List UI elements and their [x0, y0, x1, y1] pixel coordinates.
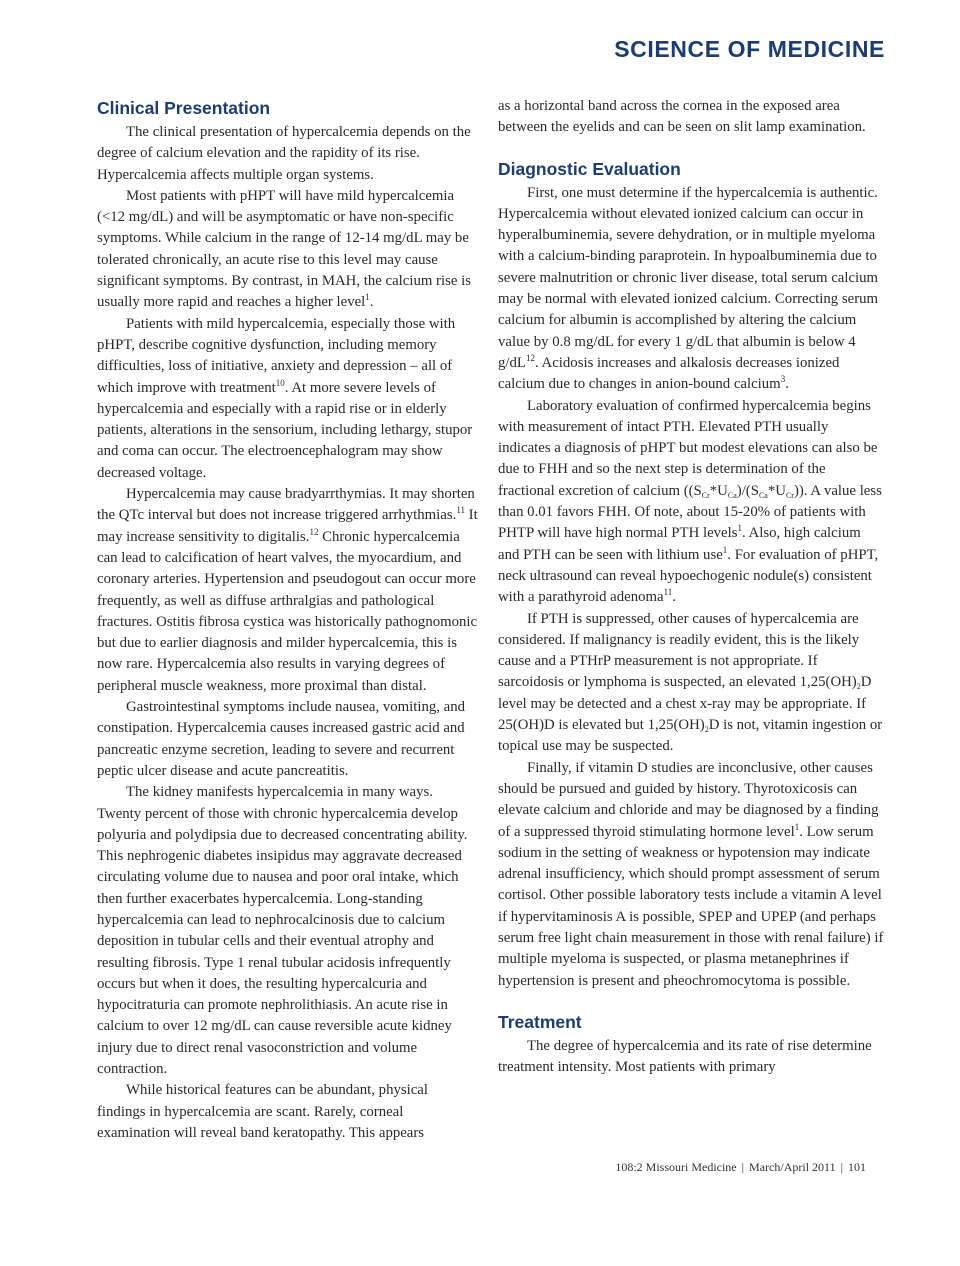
left-column	[97, 96, 480, 1144]
paragraph: If PTH is suppressed, other causes of hypercalcemia are considered. If malignancy is readily evident, this is the likely cause and a PTHrP measurement is not appropriate. If sarcoidosis or lymphoma is suspected, an elevated $1,25(OH)_2D$ level may be detected and a chest x-ray may be appropriate. If 25(OH)D is elevated but $1,25(OH)_2D$ is not, vitamin ingestion or topical use may be suspected.	[498, 610, 883, 755]
treatment-heading: Treatment	[498, 1011, 582, 1032]
citation: 12	[525, 352, 535, 363]
paragraph: Laboratory evaluation of confirmed hypercalcemia begins with measurement of intact PTH. Elevated PTH usually indicates a diagnosis of pHPT but modest elevations can also be due to FHH and so the next step is determination of the fractional excretion of calcium $((S_{Cr}*U_{Ca})/(S_{Ca}*U_{Cr}))$. A value less than 0.01 favors FHH. Of note, about 15-20% of patients with PHTP will have high normal PTH levels$^1$. Also, high calcium and PTH can be seen with lithium use$^1$. For evaluation of pHPT, neck ultrasound can reveal hypoechogenic nodule(s) consistent with a parathyroid adenoma$^{11}$.	[498, 397, 882, 606]
diagnostic-evaluation-heading: Diagnostic Evaluation	[498, 158, 681, 179]
citation: 11	[456, 505, 465, 516]
paragraph: Patients with mild hypercalcemia, especially those with pHPT, describe cognitive dysfunction, including memory difficulties, loss of initiative, anxiety and depression – all of which improve with treatment$^{10}$. At more severe levels of hypercalcemia and especially with a rapid rise or in elderly patients, alterations in the sensorium, including lethargy, stupor and coma can occur. The electroencephalogram may show decreased voltage.	[97, 315, 473, 481]
paragraph: The degree of hypercalcemia and its rate of rise determine treatment intensity. Most patients with primary	[498, 1037, 872, 1076]
citation: 1	[737, 523, 742, 534]
section-title: SCIENCE OF MEDICINE	[614, 36, 885, 62]
paragraph: The kidney manifests hypercalcemia in many ways. Twenty percent of those with chronic hypercalcemia develop polyuria and polydipsia due to decreased concentrating ability. This nephrogenic diabetes insipidus may aggravate decreased circulating volume due to nausea and poor oral intake, which then further exacerbates hypercalcemia. Long-standing hypercalcemia can lead to nephrocalcinosis due to calcium deposition in tubular cells and their eventual atrophy and resulting fibrosis. Type 1 renal tubular acidosis infrequently occurs but when it does, the resulting hypercalcuria and hypocitraturia can promote nephrolithiasis. An acute rise in calcium to over 12 mg/dL can cause reversible acute kidney injury due to direct renal vasoconstriction and volume contraction.	[97, 784, 468, 1078]
page-number: 101	[848, 1160, 866, 1174]
citation: 10	[275, 377, 285, 388]
citation: 1	[794, 821, 800, 832]
clinical-presentation-heading: Clinical Presentation	[97, 98, 271, 118]
citation: 12	[309, 526, 319, 537]
footer-divider: |	[840, 1160, 843, 1174]
journal-name: 108:2 Missouri Medicine	[615, 1160, 737, 1174]
paragraph: Hypercalcemia may cause bradyarrthymias. It may shorten the QTc interval but does not increase triggered arrhythmias.$^{11}$ It may increase sensitivity to digitalis.$^{12}$ Chronic hypercalcemia can lead to calcification of heart valves, the myocardium, and coronary arteries. Hypertension and pseudogout can occur more frequently, as well as diffuse arthralgias and pathological fractures. Ostitis fibrosa cystica was historically pathognomonic but due to earlier diagnosis and milder hypercalcemia, this is now rare. Hypercalcemia also results in varying degrees of peripheral muscle weakness, more proximal than distal.	[97, 486, 478, 694]
paragraph: First, one must determine if the hypercalcemia is authentic. Hypercalcemia without elevated ionized calcium can occur in hyperalbuminemia, severe dehydration, or in multiple myeloma with a calcium-binding paraprotein. In hypoalbuminemia due to severe malnutrition or chronic liver disease, total serum calcium may be normal with elevated ionized calcium. Correcting serum calcium for albumin is accomplished by altering the calcium value by 0.8 mg/dL for every 1 g/dL that albumin is below 4 $g/dL^{12}$. Acidosis increases and alkalosis decreases ionized calcium due to changes in anion-bound calcium$^3$.	[498, 184, 879, 393]
citation: 1	[365, 292, 370, 303]
paragraph: Most patients with pHPT will have mild hypercalcemia (<12 mg/dL) and will be asymptomatic or have non-specific symptoms. While calcium in the range of 12-14 mg/dL may be tolerated chronically, an acute rise to this level may cause significant symptoms. By contrast, in MAH, the calcium rise is usually more rapid and reaches a higher level$^1$.	[97, 187, 471, 311]
footer-divider: |	[741, 1160, 745, 1174]
paragraph: Finally, if vitamin D studies are inconclusive, other causes should be pursued and guided by history. Thyrotoxicosis can elevate calcium and chloride and may be diagnosed by a finding of a suppressed thyroid stimulating hormone level$^1$. Low serum sodium in the setting of weakness or hypotension may indicate adrenal insufficiency, which should prompt assessment of serum cortisol. Other possible laboratory tests include a vitamin A level if hypervitaminosis A is possible, SPEP and UPEP (and perhaps serum free light chain measurement in those with renal failure) if multiple myeloma is suspected, or plasma metanephrines if hypertension is present and pheochromocytoma is possible.	[498, 759, 884, 989]
paragraph-continued: as a horizontal band across the cornea in the exposed area between the eyelids and can be seen on slit lamp examination.	[498, 98, 866, 136]
paragraph: Gastrointestinal symptoms include nausea, vomiting, and constipation. Hypercalcemia causes increased gastric acid and pancreatic enzyme secretion, leading to severe and recurrent peptic ulcer disease and acute pancreatitis.	[97, 699, 466, 779]
paragraph: The clinical presentation of hypercalcemia depends on the degree of calcium elevation and the rapidity of its rise. Hypercalcemia affects multiple organ systems.	[97, 124, 471, 183]
citation: 3	[780, 374, 786, 385]
page-footer	[615, 1160, 866, 1175]
issue-date: March/April 2011	[749, 1160, 836, 1174]
right-column	[498, 96, 884, 1078]
citation: 1	[722, 544, 728, 555]
citation: 11	[663, 587, 673, 598]
paragraph: While historical features can be abundant, physical findings in hypercalcemia are scant. Rarely, corneal examination will reveal band keratopathy. This appears	[97, 1082, 428, 1141]
